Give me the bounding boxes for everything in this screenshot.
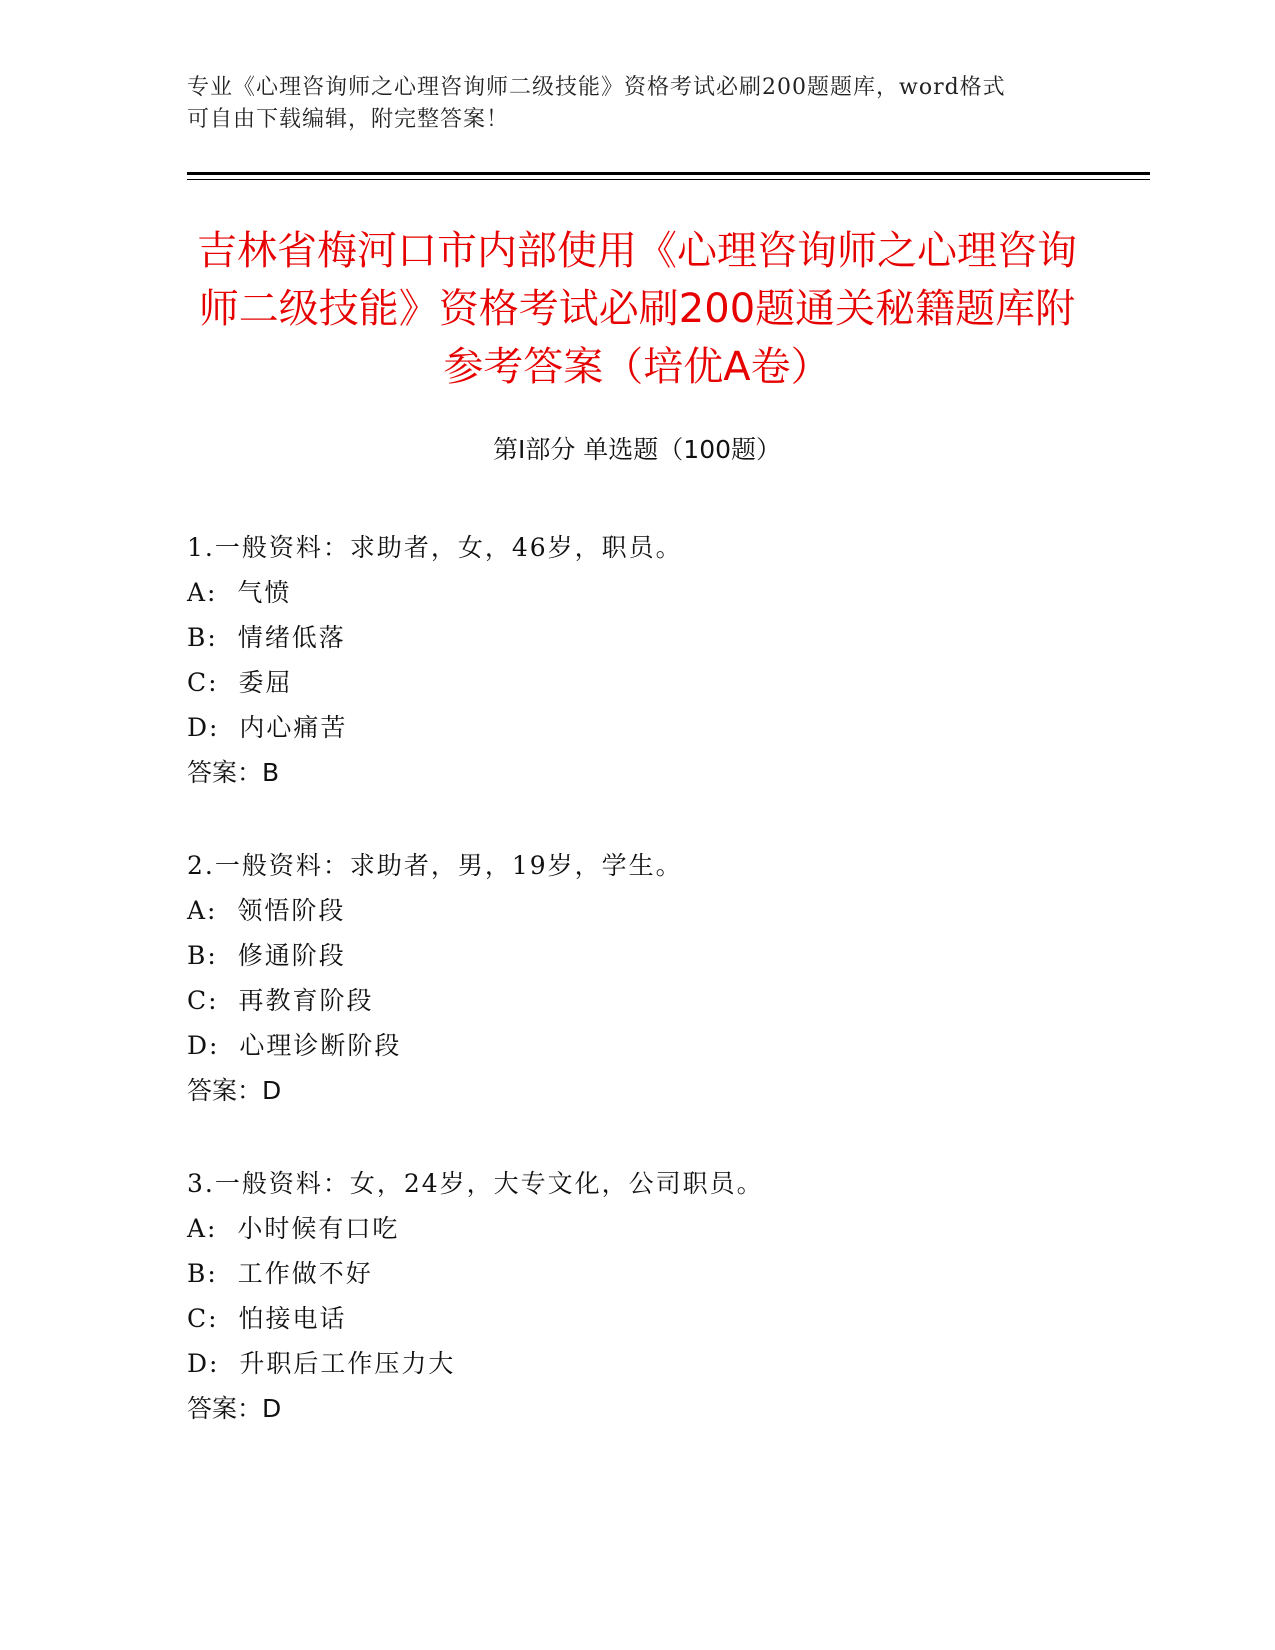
section-heading: 第Ⅰ部分 单选题（100题） bbox=[492, 435, 782, 464]
question-list bbox=[187, 525, 1087, 1479]
option-a: A: 小时候有口吃 bbox=[187, 1214, 400, 1243]
option-c: C: 委屈 bbox=[187, 668, 293, 697]
option-d: D: 升职后工作压力大 bbox=[187, 1349, 456, 1378]
document-title: 吉林省梅河口市内部使用《心理咨询师之心理咨询师二级技能》资格考试必刷200题通关秘籍题库附参考答案（培优A卷） bbox=[197, 228, 1077, 390]
question-3 bbox=[187, 1161, 1087, 1479]
answer-line: 答案：D bbox=[187, 1394, 282, 1423]
question-2 bbox=[187, 843, 1087, 1161]
option-b: B: 修通阶段 bbox=[187, 941, 346, 970]
option-d: D: 心理诊断阶段 bbox=[187, 1031, 402, 1060]
question-stem: 3.一般资料：女，24岁，大专文化，公司职员。 bbox=[187, 1169, 764, 1198]
option-c: C: 怕接电话 bbox=[187, 1304, 347, 1333]
option-b: B: 情绪低落 bbox=[187, 623, 346, 652]
answer-line: 答案：B bbox=[187, 758, 280, 787]
option-d: D: 内心痛苦 bbox=[187, 713, 348, 742]
header-divider-thick bbox=[187, 172, 1150, 175]
answer-line: 答案：D bbox=[187, 1076, 282, 1105]
option-a: A: 领悟阶段 bbox=[187, 896, 346, 925]
option-a: A: 气愤 bbox=[187, 578, 292, 607]
option-c: C: 再教育阶段 bbox=[187, 986, 374, 1015]
option-b: B: 工作做不好 bbox=[187, 1259, 373, 1288]
header-note: 专业《心理咨询师之心理咨询师二级技能》资格考试必刷200题题库，word格式 可自由下载编辑，附完整答案！ bbox=[187, 75, 1006, 132]
question-stem: 1.一般资料：求助者，女，46岁，职员。 bbox=[187, 533, 683, 562]
question-1 bbox=[187, 525, 1087, 843]
header-divider-thin bbox=[187, 179, 1150, 180]
question-stem: 2.一般资料：求助者，男，19岁，学生。 bbox=[187, 851, 683, 880]
